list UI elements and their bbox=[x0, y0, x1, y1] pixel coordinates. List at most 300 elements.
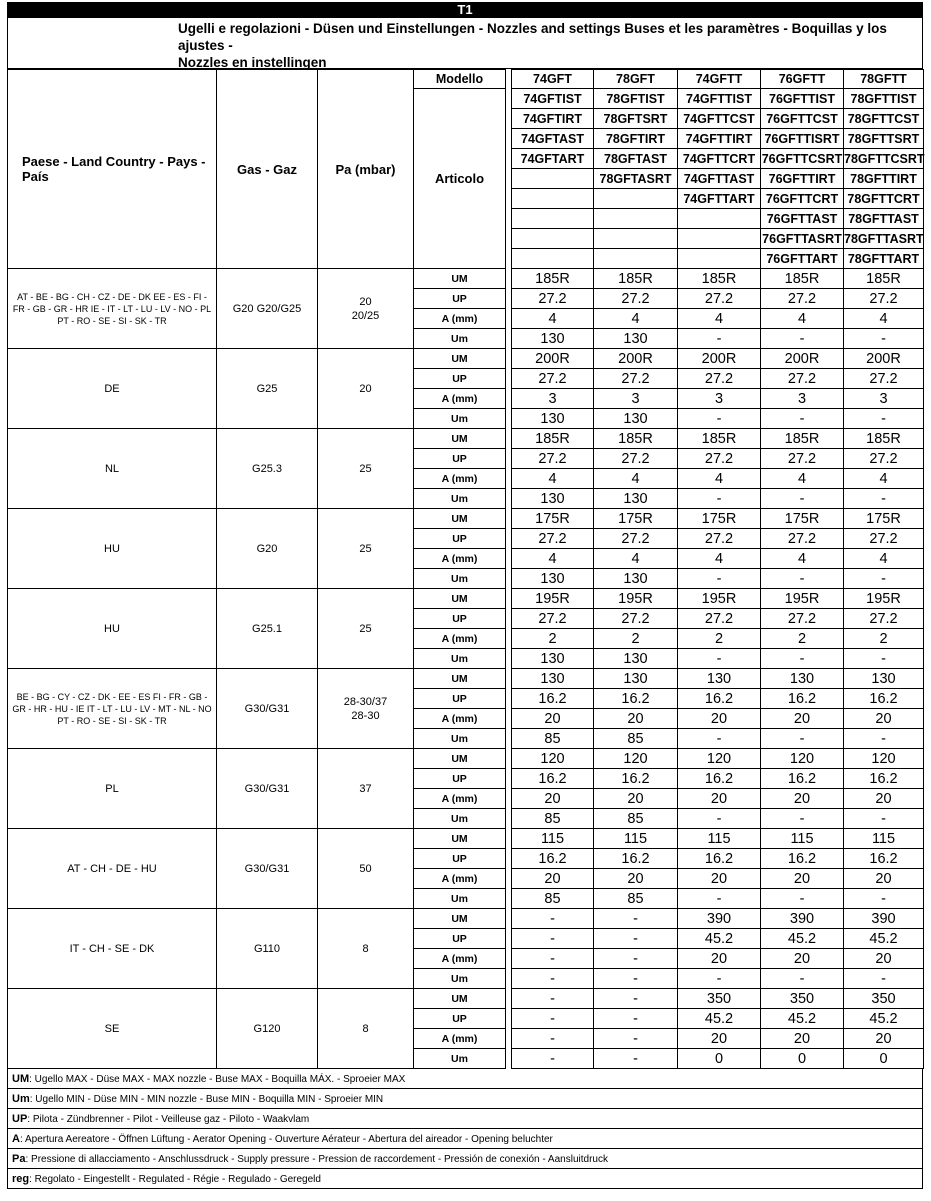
param-label: Um bbox=[414, 569, 506, 589]
value-cell: 115 bbox=[678, 829, 761, 849]
pressure-value-alt: 20/25 bbox=[351, 309, 380, 322]
legend-entry bbox=[8, 1089, 923, 1109]
value-cell: - bbox=[844, 809, 924, 829]
param-row bbox=[8, 829, 924, 849]
article-code: 74GFTAST bbox=[512, 129, 594, 149]
legend bbox=[7, 1069, 923, 1189]
article-code: 76GFTTISRT bbox=[761, 129, 844, 149]
article-code: 78GFTTCSRT bbox=[844, 149, 924, 169]
value-cell: 20 bbox=[678, 869, 761, 889]
value-cell: - bbox=[844, 729, 924, 749]
value-cell: - bbox=[761, 889, 844, 909]
value-cell: 20 bbox=[844, 869, 924, 889]
article-code: 78GFTIRT bbox=[594, 129, 678, 149]
value-cell: 175R bbox=[678, 509, 761, 529]
pressure-header: Pa (mbar) bbox=[318, 70, 414, 269]
article-code bbox=[512, 209, 594, 229]
legend-key: Um bbox=[12, 1092, 30, 1105]
value-cell: 200R bbox=[594, 349, 678, 369]
article-code: 76GFTTAST bbox=[761, 209, 844, 229]
pressure-cell bbox=[318, 269, 414, 349]
param-row bbox=[8, 589, 924, 609]
value-cell: 195R bbox=[594, 589, 678, 609]
param-label: A (mm) bbox=[414, 309, 506, 329]
value-cell: - bbox=[512, 969, 594, 989]
value-cell: 0 bbox=[761, 1049, 844, 1069]
legend-text: : Pilota - Zündbrenner - Pilot - Veilleuse gaz - Piloto - Waakvlam bbox=[27, 1113, 310, 1125]
articolo-label: Articolo bbox=[414, 89, 506, 269]
legend-entry bbox=[8, 1169, 923, 1189]
param-label: UM bbox=[414, 269, 506, 289]
value-cell: 20 bbox=[594, 709, 678, 729]
article-code: 78GFTTCRT bbox=[844, 189, 924, 209]
value-cell: 4 bbox=[594, 549, 678, 569]
legend-key: A bbox=[12, 1132, 20, 1145]
param-label: Um bbox=[414, 729, 506, 749]
param-row bbox=[8, 749, 924, 769]
modello-label: Modello bbox=[414, 70, 506, 89]
value-cell: 200R bbox=[761, 349, 844, 369]
value-cell: 130 bbox=[512, 649, 594, 669]
param-label: UP bbox=[414, 369, 506, 389]
value-cell: 4 bbox=[761, 549, 844, 569]
value-cell: 20 bbox=[512, 869, 594, 889]
value-cell: 27.2 bbox=[678, 289, 761, 309]
legend-key: UM bbox=[12, 1072, 30, 1085]
article-code: 78GFTTART bbox=[844, 249, 924, 269]
legend-text: : Apertura Aereatore - Öffnen Lüftung - Aerator Opening - Ouverture Aérateur - Abertura del aireador - Opening beluchter bbox=[19, 1133, 553, 1145]
value-cell: - bbox=[844, 649, 924, 669]
value-cell: 185R bbox=[594, 429, 678, 449]
article-code: 78GFTTIST bbox=[844, 89, 924, 109]
param-label: UP bbox=[414, 529, 506, 549]
gas-cell: G110 bbox=[217, 909, 318, 989]
param-row bbox=[8, 989, 924, 1009]
value-cell: - bbox=[594, 1029, 678, 1049]
value-cell: 20 bbox=[844, 709, 924, 729]
value-cell: 20 bbox=[512, 709, 594, 729]
value-cell: 20 bbox=[512, 789, 594, 809]
value-cell: - bbox=[844, 409, 924, 429]
pressure-cell bbox=[318, 749, 414, 829]
value-cell: 20 bbox=[678, 789, 761, 809]
value-cell: 4 bbox=[678, 469, 761, 489]
param-row bbox=[8, 349, 924, 369]
value-cell: - bbox=[594, 989, 678, 1009]
article-code bbox=[678, 209, 761, 229]
country-cell: NL bbox=[8, 429, 217, 509]
value-cell: 120 bbox=[678, 749, 761, 769]
value-cell: 3 bbox=[678, 389, 761, 409]
value-cell: 27.2 bbox=[594, 449, 678, 469]
value-cell: 20 bbox=[761, 1029, 844, 1049]
subtitle-line-1: Ugelli e regolazioni - Düsen und Einstellungen - Nozzles and settings Buses et les paramètres - Boquillas y los ajustes - bbox=[178, 21, 887, 53]
article-code bbox=[512, 189, 594, 209]
param-label: Um bbox=[414, 489, 506, 509]
value-cell: 195R bbox=[761, 589, 844, 609]
country-cell: AT - BE - BG - CH - CZ - DE - DK EE - ES - FI - FR - GB - GR - HR IE - IT - LT - LU - LV - NO - PL PT - RO - SE - SI - SK - TR bbox=[8, 269, 217, 349]
value-cell: 27.2 bbox=[512, 369, 594, 389]
value-cell: 195R bbox=[678, 589, 761, 609]
param-label: A (mm) bbox=[414, 709, 506, 729]
value-cell: 350 bbox=[761, 989, 844, 1009]
value-cell: 4 bbox=[512, 469, 594, 489]
article-code: 78GFTTSRT bbox=[844, 129, 924, 149]
value-cell: 4 bbox=[512, 309, 594, 329]
value-cell: 350 bbox=[678, 989, 761, 1009]
pressure-cell bbox=[318, 509, 414, 589]
param-label: UP bbox=[414, 449, 506, 469]
value-cell: 16.2 bbox=[844, 689, 924, 709]
nozzle-table bbox=[7, 69, 924, 1069]
value-cell: 195R bbox=[844, 589, 924, 609]
value-cell: 4 bbox=[594, 309, 678, 329]
value-cell: 16.2 bbox=[512, 689, 594, 709]
value-cell: 85 bbox=[594, 889, 678, 909]
legend-row bbox=[8, 1089, 923, 1109]
value-cell: 2 bbox=[594, 629, 678, 649]
value-cell: 27.2 bbox=[678, 609, 761, 629]
model-header: 74GFT bbox=[512, 70, 594, 89]
value-cell: 0 bbox=[844, 1049, 924, 1069]
value-cell: 185R bbox=[761, 269, 844, 289]
value-cell: 185R bbox=[761, 429, 844, 449]
value-cell: 3 bbox=[512, 389, 594, 409]
param-label: UM bbox=[414, 429, 506, 449]
legend-key: Pa bbox=[12, 1152, 26, 1165]
value-cell: - bbox=[678, 729, 761, 749]
value-cell: - bbox=[844, 569, 924, 589]
article-code bbox=[678, 229, 761, 249]
legend-text: : Ugello MIN - Düse MIN - MIN nozzle - Buse MIN - Boquilla MIN - Sproeier MIN bbox=[29, 1093, 384, 1105]
article-code: 76GFTTASRT bbox=[761, 229, 844, 249]
value-cell: - bbox=[512, 1009, 594, 1029]
value-cell: 115 bbox=[761, 829, 844, 849]
value-cell: 115 bbox=[512, 829, 594, 849]
table-title: T1 bbox=[7, 2, 923, 18]
value-cell: 27.2 bbox=[844, 529, 924, 549]
value-cell: 45.2 bbox=[761, 929, 844, 949]
value-cell: 27.2 bbox=[844, 449, 924, 469]
value-cell: 175R bbox=[512, 509, 594, 529]
value-cell: 27.2 bbox=[678, 529, 761, 549]
pressure-value: 25 bbox=[359, 462, 372, 475]
value-cell: 130 bbox=[512, 329, 594, 349]
value-cell: 27.2 bbox=[594, 369, 678, 389]
value-cell: 16.2 bbox=[594, 689, 678, 709]
value-cell: 45.2 bbox=[844, 1009, 924, 1029]
pressure-cell bbox=[318, 669, 414, 749]
value-cell: 185R bbox=[594, 269, 678, 289]
pressure-value: 8 bbox=[362, 1022, 369, 1035]
article-code: 78GFTSRT bbox=[594, 109, 678, 129]
value-cell: - bbox=[512, 1029, 594, 1049]
value-cell: 130 bbox=[594, 669, 678, 689]
legend-text: : Pressione di allacciamento - Anschlussdruck - Supply pressure - Pression de raccordement - Pressión de conexión - Aansluitdruck bbox=[25, 1153, 608, 1165]
gas-cell: G25 bbox=[217, 349, 318, 429]
country-cell: HU bbox=[8, 589, 217, 669]
pressure-cell bbox=[318, 589, 414, 669]
value-cell: 27.2 bbox=[512, 449, 594, 469]
value-cell: 130 bbox=[594, 649, 678, 669]
value-cell: - bbox=[594, 969, 678, 989]
value-cell: 27.2 bbox=[594, 609, 678, 629]
value-cell: 0 bbox=[678, 1049, 761, 1069]
value-cell: 85 bbox=[512, 729, 594, 749]
legend-row bbox=[8, 1129, 923, 1149]
value-cell: 27.2 bbox=[512, 529, 594, 549]
article-code bbox=[512, 169, 594, 189]
param-label: UP bbox=[414, 609, 506, 629]
value-cell: 195R bbox=[512, 589, 594, 609]
pressure-value: 37 bbox=[359, 782, 372, 795]
article-code bbox=[594, 229, 678, 249]
value-cell: 120 bbox=[761, 749, 844, 769]
value-cell: 2 bbox=[761, 629, 844, 649]
value-cell: 20 bbox=[761, 789, 844, 809]
value-cell: 4 bbox=[761, 309, 844, 329]
article-code: 76GFTTIRT bbox=[761, 169, 844, 189]
value-cell: 20 bbox=[594, 869, 678, 889]
value-cell: 390 bbox=[761, 909, 844, 929]
param-row bbox=[8, 509, 924, 529]
value-cell: 175R bbox=[761, 509, 844, 529]
value-cell: - bbox=[761, 489, 844, 509]
value-cell: - bbox=[761, 329, 844, 349]
value-cell: 45.2 bbox=[678, 929, 761, 949]
value-cell: - bbox=[678, 889, 761, 909]
value-cell: - bbox=[678, 489, 761, 509]
value-cell: 120 bbox=[594, 749, 678, 769]
value-cell: - bbox=[594, 929, 678, 949]
param-label: Um bbox=[414, 889, 506, 909]
value-cell: - bbox=[678, 649, 761, 669]
value-cell: 130 bbox=[594, 409, 678, 429]
value-cell: 2 bbox=[678, 629, 761, 649]
value-cell: 4 bbox=[761, 469, 844, 489]
value-cell: 27.2 bbox=[512, 289, 594, 309]
value-cell: 390 bbox=[678, 909, 761, 929]
value-cell: 2 bbox=[512, 629, 594, 649]
param-label: UP bbox=[414, 849, 506, 869]
value-cell: 16.2 bbox=[678, 849, 761, 869]
value-cell: - bbox=[594, 949, 678, 969]
value-cell: 3 bbox=[761, 389, 844, 409]
value-cell: - bbox=[761, 809, 844, 829]
value-cell: 130 bbox=[512, 569, 594, 589]
legend-row bbox=[8, 1149, 923, 1169]
article-code: 78GFTASRT bbox=[594, 169, 678, 189]
value-cell: 4 bbox=[512, 549, 594, 569]
value-cell: - bbox=[761, 569, 844, 589]
value-cell: 27.2 bbox=[761, 609, 844, 629]
value-cell: 27.2 bbox=[761, 529, 844, 549]
legend-text: : Regolato - Eingestellt - Regulated - Régie - Regulado - Geregeld bbox=[29, 1173, 321, 1185]
value-cell: - bbox=[678, 569, 761, 589]
value-cell: 27.2 bbox=[594, 529, 678, 549]
article-code: 74GFTTIST bbox=[678, 89, 761, 109]
gas-cell: G30/G31 bbox=[217, 669, 318, 749]
article-code: 76GFTTIST bbox=[761, 89, 844, 109]
value-cell: - bbox=[761, 969, 844, 989]
article-code: 74GFTIRT bbox=[512, 109, 594, 129]
value-cell: 16.2 bbox=[594, 849, 678, 869]
article-code: 78GFTIST bbox=[594, 89, 678, 109]
param-label: A (mm) bbox=[414, 549, 506, 569]
article-code: 78GFTTAST bbox=[844, 209, 924, 229]
param-label: UM bbox=[414, 349, 506, 369]
param-label: Um bbox=[414, 649, 506, 669]
value-cell: 16.2 bbox=[512, 769, 594, 789]
pressure-value: 25 bbox=[359, 622, 372, 635]
gas-header: Gas - Gaz bbox=[217, 70, 318, 269]
value-cell: 16.2 bbox=[678, 769, 761, 789]
value-cell: - bbox=[678, 409, 761, 429]
pressure-value: 20 bbox=[359, 382, 372, 395]
param-row bbox=[8, 909, 924, 929]
legend-key: UP bbox=[12, 1112, 28, 1125]
value-cell: 27.2 bbox=[761, 289, 844, 309]
value-cell: 200R bbox=[512, 349, 594, 369]
value-cell: 45.2 bbox=[678, 1009, 761, 1029]
value-cell: 20 bbox=[678, 1029, 761, 1049]
value-cell: - bbox=[512, 949, 594, 969]
param-label: UP bbox=[414, 1009, 506, 1029]
article-code: 76GFTTCRT bbox=[761, 189, 844, 209]
param-label: UM bbox=[414, 589, 506, 609]
table-subtitle bbox=[7, 18, 923, 69]
value-cell: 130 bbox=[512, 489, 594, 509]
value-cell: 130 bbox=[594, 489, 678, 509]
value-cell: 20 bbox=[594, 789, 678, 809]
param-label: UP bbox=[414, 689, 506, 709]
header-row-modello bbox=[8, 70, 924, 89]
value-cell: 4 bbox=[678, 309, 761, 329]
article-code: 74GFTART bbox=[512, 149, 594, 169]
legend-text: : Ugello MAX - Düse MAX - MAX nozzle - Buse MAX - Boquilla MÁX. - Sproeier MAX bbox=[29, 1073, 406, 1085]
value-cell: 4 bbox=[844, 469, 924, 489]
pressure-value: 8 bbox=[362, 942, 369, 955]
article-code: 74GFTTART bbox=[678, 189, 761, 209]
country-cell: PL bbox=[8, 749, 217, 829]
param-label: A (mm) bbox=[414, 949, 506, 969]
article-code: 74GFTIST bbox=[512, 89, 594, 109]
pressure-value-alt: 28-30 bbox=[351, 709, 380, 722]
param-label: UP bbox=[414, 289, 506, 309]
param-label: A (mm) bbox=[414, 1029, 506, 1049]
value-cell: 16.2 bbox=[844, 769, 924, 789]
pressure-value: 25 bbox=[359, 542, 372, 555]
value-cell: 85 bbox=[594, 729, 678, 749]
param-label: UP bbox=[414, 769, 506, 789]
value-cell: 185R bbox=[678, 429, 761, 449]
value-cell: - bbox=[594, 1049, 678, 1069]
value-cell: - bbox=[512, 989, 594, 1009]
value-cell: - bbox=[678, 969, 761, 989]
country-cell: SE bbox=[8, 989, 217, 1069]
value-cell: - bbox=[844, 969, 924, 989]
legend-row bbox=[8, 1069, 923, 1089]
param-label: Um bbox=[414, 409, 506, 429]
value-cell: 350 bbox=[844, 989, 924, 1009]
article-code: 76GFTTCSRT bbox=[761, 149, 844, 169]
value-cell: 175R bbox=[594, 509, 678, 529]
value-cell: 115 bbox=[844, 829, 924, 849]
value-cell: 185R bbox=[512, 429, 594, 449]
country-cell: HU bbox=[8, 509, 217, 589]
article-code: 78GFTTCST bbox=[844, 109, 924, 129]
param-label: UP bbox=[414, 929, 506, 949]
value-cell: 130 bbox=[761, 669, 844, 689]
nozzle-settings-sheet bbox=[7, 2, 923, 1189]
article-code: 74GFTTCST bbox=[678, 109, 761, 129]
pressure-cell bbox=[318, 429, 414, 509]
subtitle-line-2: Nozzles en instellingen bbox=[178, 55, 327, 70]
value-cell: 16.2 bbox=[678, 689, 761, 709]
article-code bbox=[594, 209, 678, 229]
article-code bbox=[678, 249, 761, 269]
value-cell: 16.2 bbox=[512, 849, 594, 869]
value-cell: 16.2 bbox=[594, 769, 678, 789]
value-cell: 27.2 bbox=[844, 289, 924, 309]
param-row bbox=[8, 429, 924, 449]
value-cell: 27.2 bbox=[761, 369, 844, 389]
value-cell: 20 bbox=[844, 949, 924, 969]
country-header: Paese - Land Country - Pays - País bbox=[8, 70, 217, 269]
pressure-cell bbox=[318, 909, 414, 989]
article-code: 78GFTTASRT bbox=[844, 229, 924, 249]
value-cell: 20 bbox=[761, 869, 844, 889]
pressure-value: 28-30/37 bbox=[343, 695, 388, 708]
value-cell: 130 bbox=[844, 669, 924, 689]
value-cell: 185R bbox=[678, 269, 761, 289]
gas-cell: G20 bbox=[217, 509, 318, 589]
value-cell: 130 bbox=[594, 569, 678, 589]
gas-cell: G20 G20/G25 bbox=[217, 269, 318, 349]
value-cell: 16.2 bbox=[761, 689, 844, 709]
value-cell: 20 bbox=[761, 709, 844, 729]
article-code: 74GFTTAST bbox=[678, 169, 761, 189]
value-cell: 20 bbox=[678, 709, 761, 729]
param-label: UM bbox=[414, 509, 506, 529]
pressure-value: 20 bbox=[359, 295, 372, 308]
country-cell: AT - CH - DE - HU bbox=[8, 829, 217, 909]
param-label: A (mm) bbox=[414, 629, 506, 649]
value-cell: - bbox=[761, 729, 844, 749]
value-cell: 27.2 bbox=[844, 369, 924, 389]
param-label: UM bbox=[414, 989, 506, 1009]
legend-row bbox=[8, 1169, 923, 1189]
country-cell: DE bbox=[8, 349, 217, 429]
value-cell: 3 bbox=[594, 389, 678, 409]
param-label: Um bbox=[414, 1049, 506, 1069]
article-code: 76GFTTART bbox=[761, 249, 844, 269]
gas-cell: G25.3 bbox=[217, 429, 318, 509]
value-cell: 16.2 bbox=[761, 849, 844, 869]
value-cell: - bbox=[512, 909, 594, 929]
value-cell: 390 bbox=[844, 909, 924, 929]
param-label: UM bbox=[414, 669, 506, 689]
value-cell: - bbox=[678, 809, 761, 829]
value-cell: 20 bbox=[761, 949, 844, 969]
value-cell: - bbox=[761, 649, 844, 669]
value-cell: 115 bbox=[594, 829, 678, 849]
pressure-cell bbox=[318, 829, 414, 909]
value-cell: 120 bbox=[512, 749, 594, 769]
model-header: 74GFTT bbox=[678, 70, 761, 89]
value-cell: 27.2 bbox=[678, 369, 761, 389]
value-cell: 20 bbox=[678, 949, 761, 969]
